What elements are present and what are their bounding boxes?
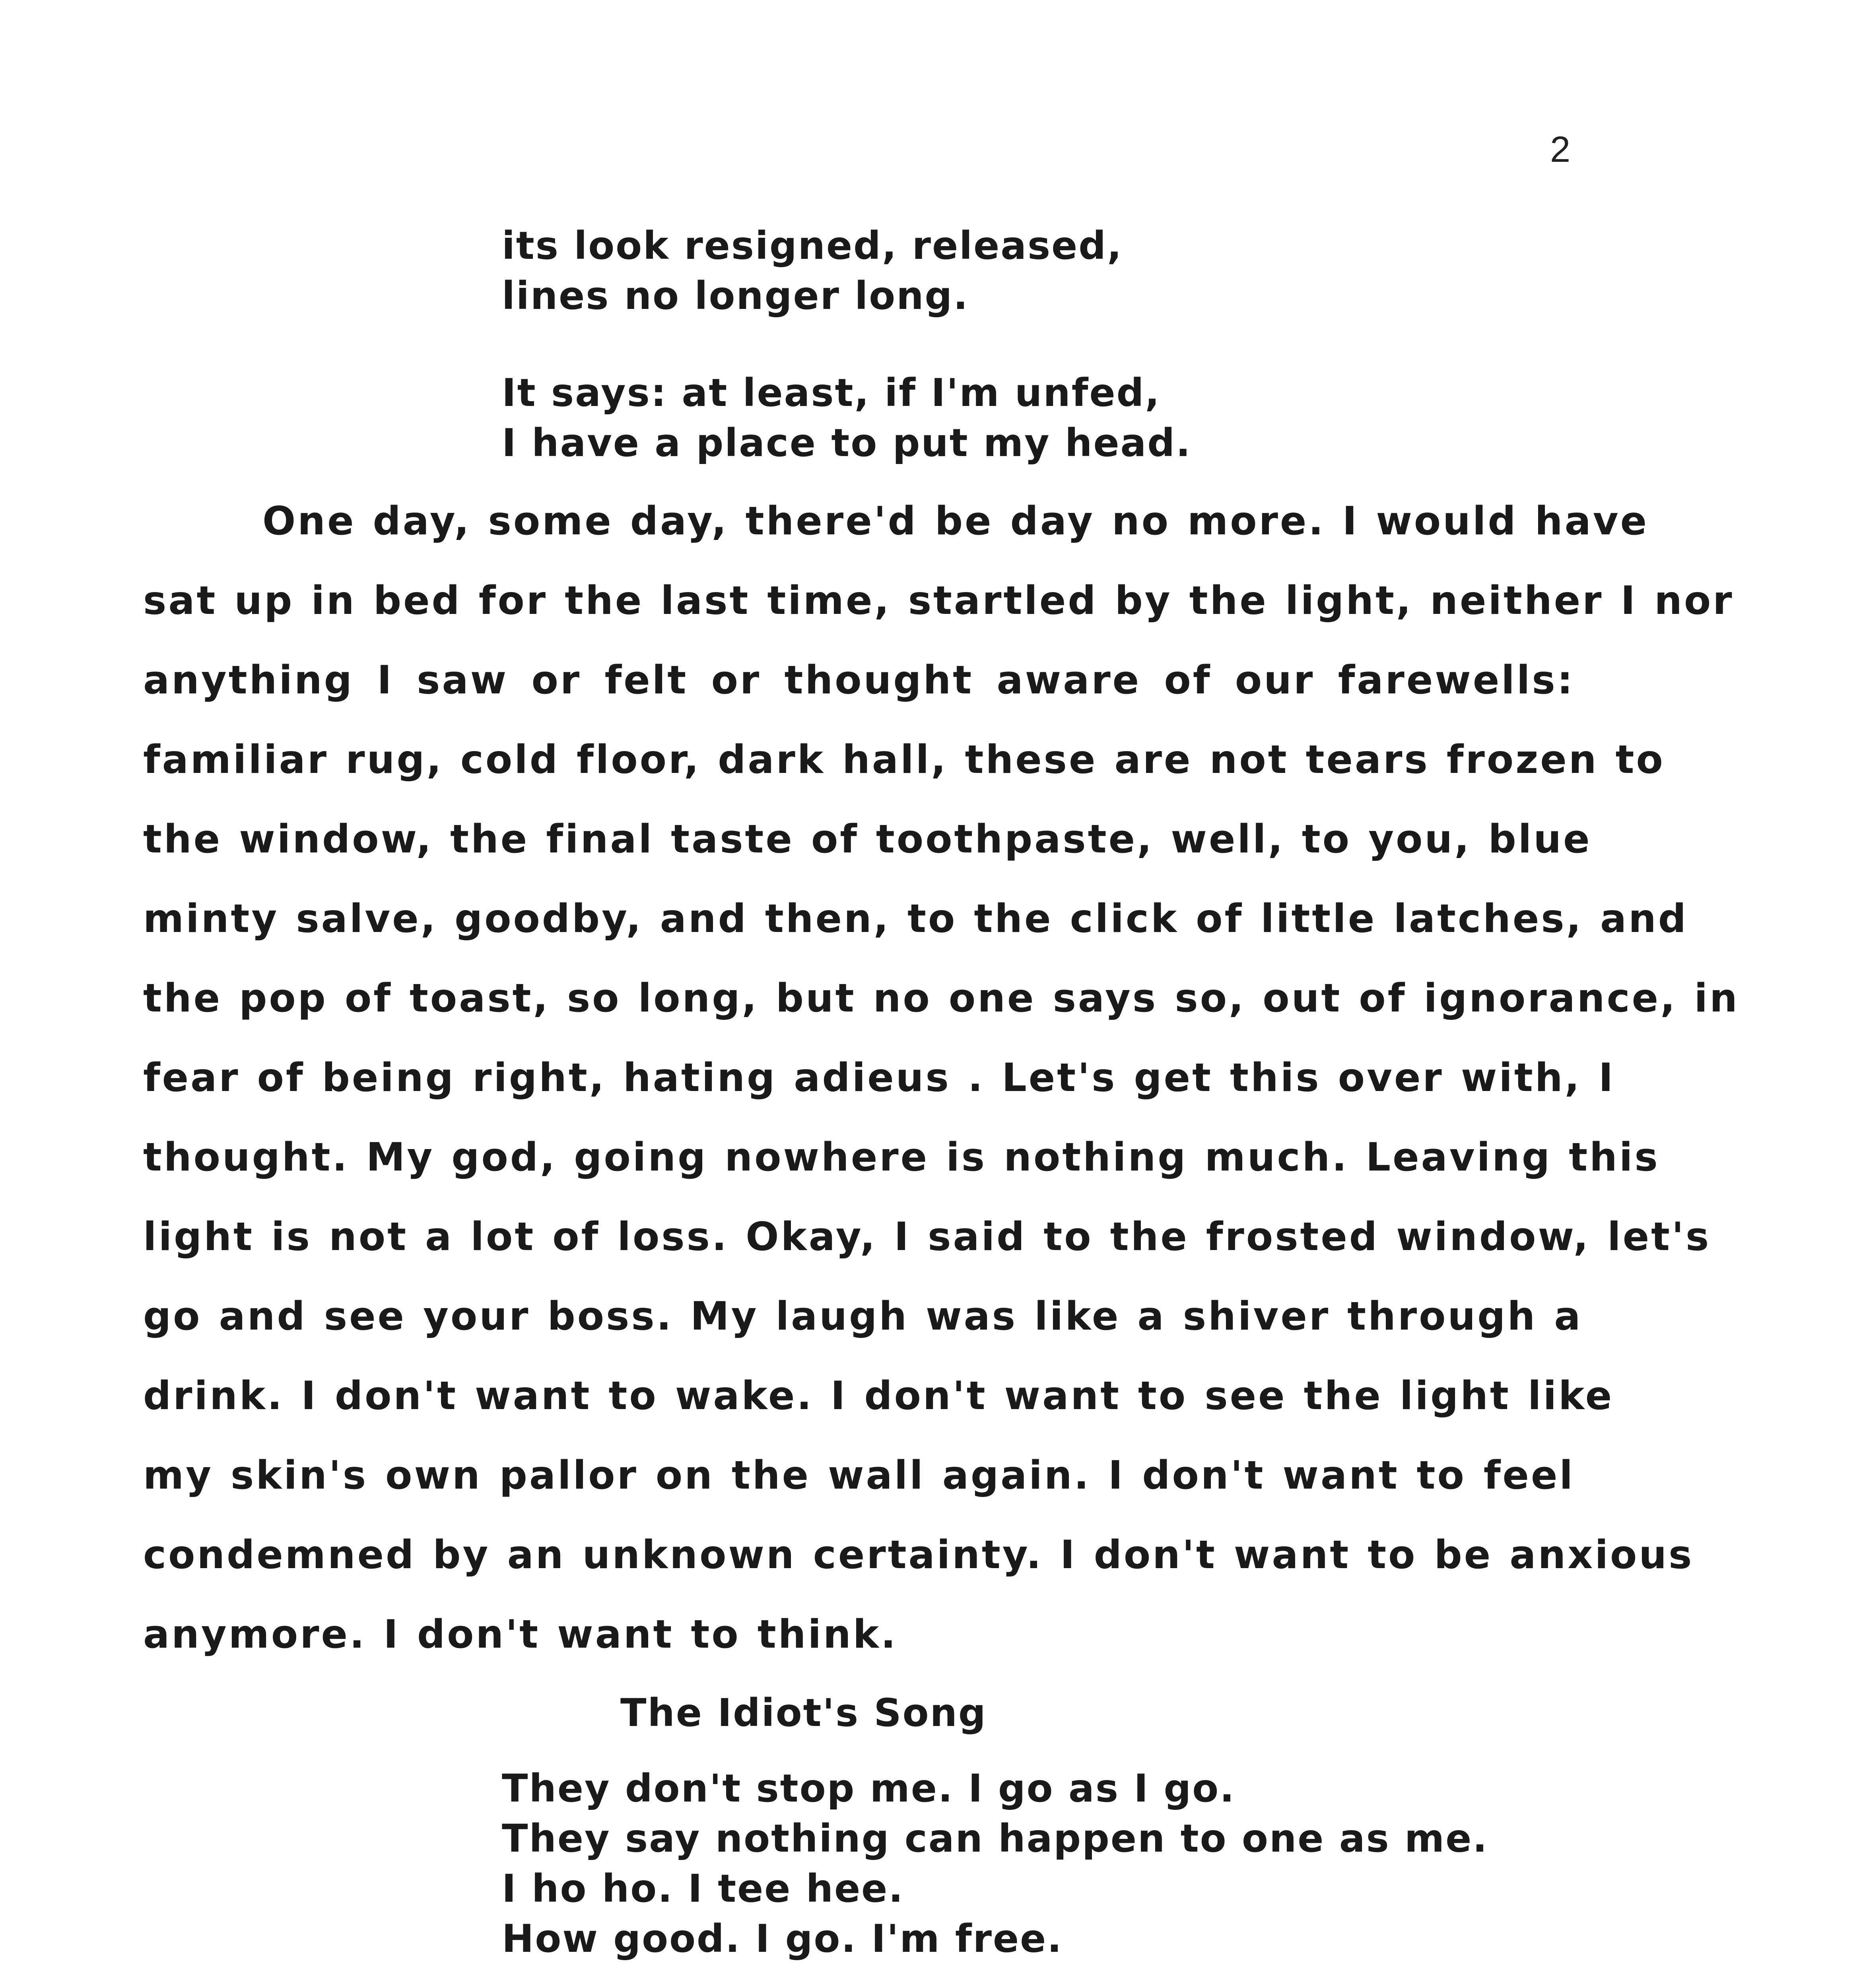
- song-line: How good. I go. I'm free.: [502, 1916, 1063, 1961]
- poem-line: It says: at least, if I'm unfed,: [502, 371, 1161, 415]
- poem-line: its look resigned, released,: [502, 223, 1123, 268]
- song-line: They don't stop me. I go as I go.: [502, 1766, 1235, 1811]
- poem-stanza-1: [502, 221, 1123, 321]
- prose-line: light is not a lot of loss. Okay, I said to the frosted window, let's: [143, 1214, 1711, 1260]
- poem-stanza-2: [502, 368, 1192, 468]
- poem-line: I have a place to put my head.: [502, 421, 1192, 465]
- prose-line: condemned by an unknown certainty. I don't want to be anxious: [143, 1532, 1694, 1578]
- prose-line: anything I saw or felt or thought aware of our farewells:: [143, 658, 1575, 703]
- poem-line: lines no longer long.: [502, 274, 969, 318]
- prose-line: minty salve, goodby, and then, to the click of little latches, and: [143, 896, 1688, 942]
- prose-line: fear of being right, hating adieus . Let's get this over with, I: [143, 1055, 1615, 1101]
- song-title: The Idiot's Song: [620, 1691, 987, 1735]
- prose-line: anymore. I don't want to think.: [143, 1612, 898, 1657]
- prose-line: familiar rug, cold floor, dark hall, these are not tears frozen to: [143, 737, 1665, 782]
- prose-line: thought. My god, going nowhere is nothing much. Leaving this: [143, 1135, 1660, 1180]
- song-stanza-1: [502, 1763, 1488, 1964]
- prose-line: sat up in bed for the last time, startled by the light, neither I nor: [143, 578, 1734, 623]
- prose-line: the pop of toast, so long, but no one says so, out of ignorance, in: [143, 976, 1739, 1021]
- page-number: 2: [1550, 129, 1571, 170]
- prose-line: One day, some day, there'd be day no more. I would have: [262, 499, 1649, 544]
- prose-line: my skin's own pallor on the wall again. I don't want to feel: [143, 1453, 1575, 1498]
- prose-line: drink. I don't want to wake. I don't want to see the light like: [143, 1373, 1614, 1419]
- prose-paragraph: [143, 495, 1739, 1688]
- prose-line: the window, the final taste of toothpaste, well, to you, blue: [143, 817, 1592, 862]
- song-line: They say nothing can happen to one as me.: [502, 1816, 1488, 1861]
- song-line: I ho ho. I tee hee.: [502, 1866, 904, 1911]
- prose-line: go and see your boss. My laugh was like a shiver through a: [143, 1294, 1583, 1339]
